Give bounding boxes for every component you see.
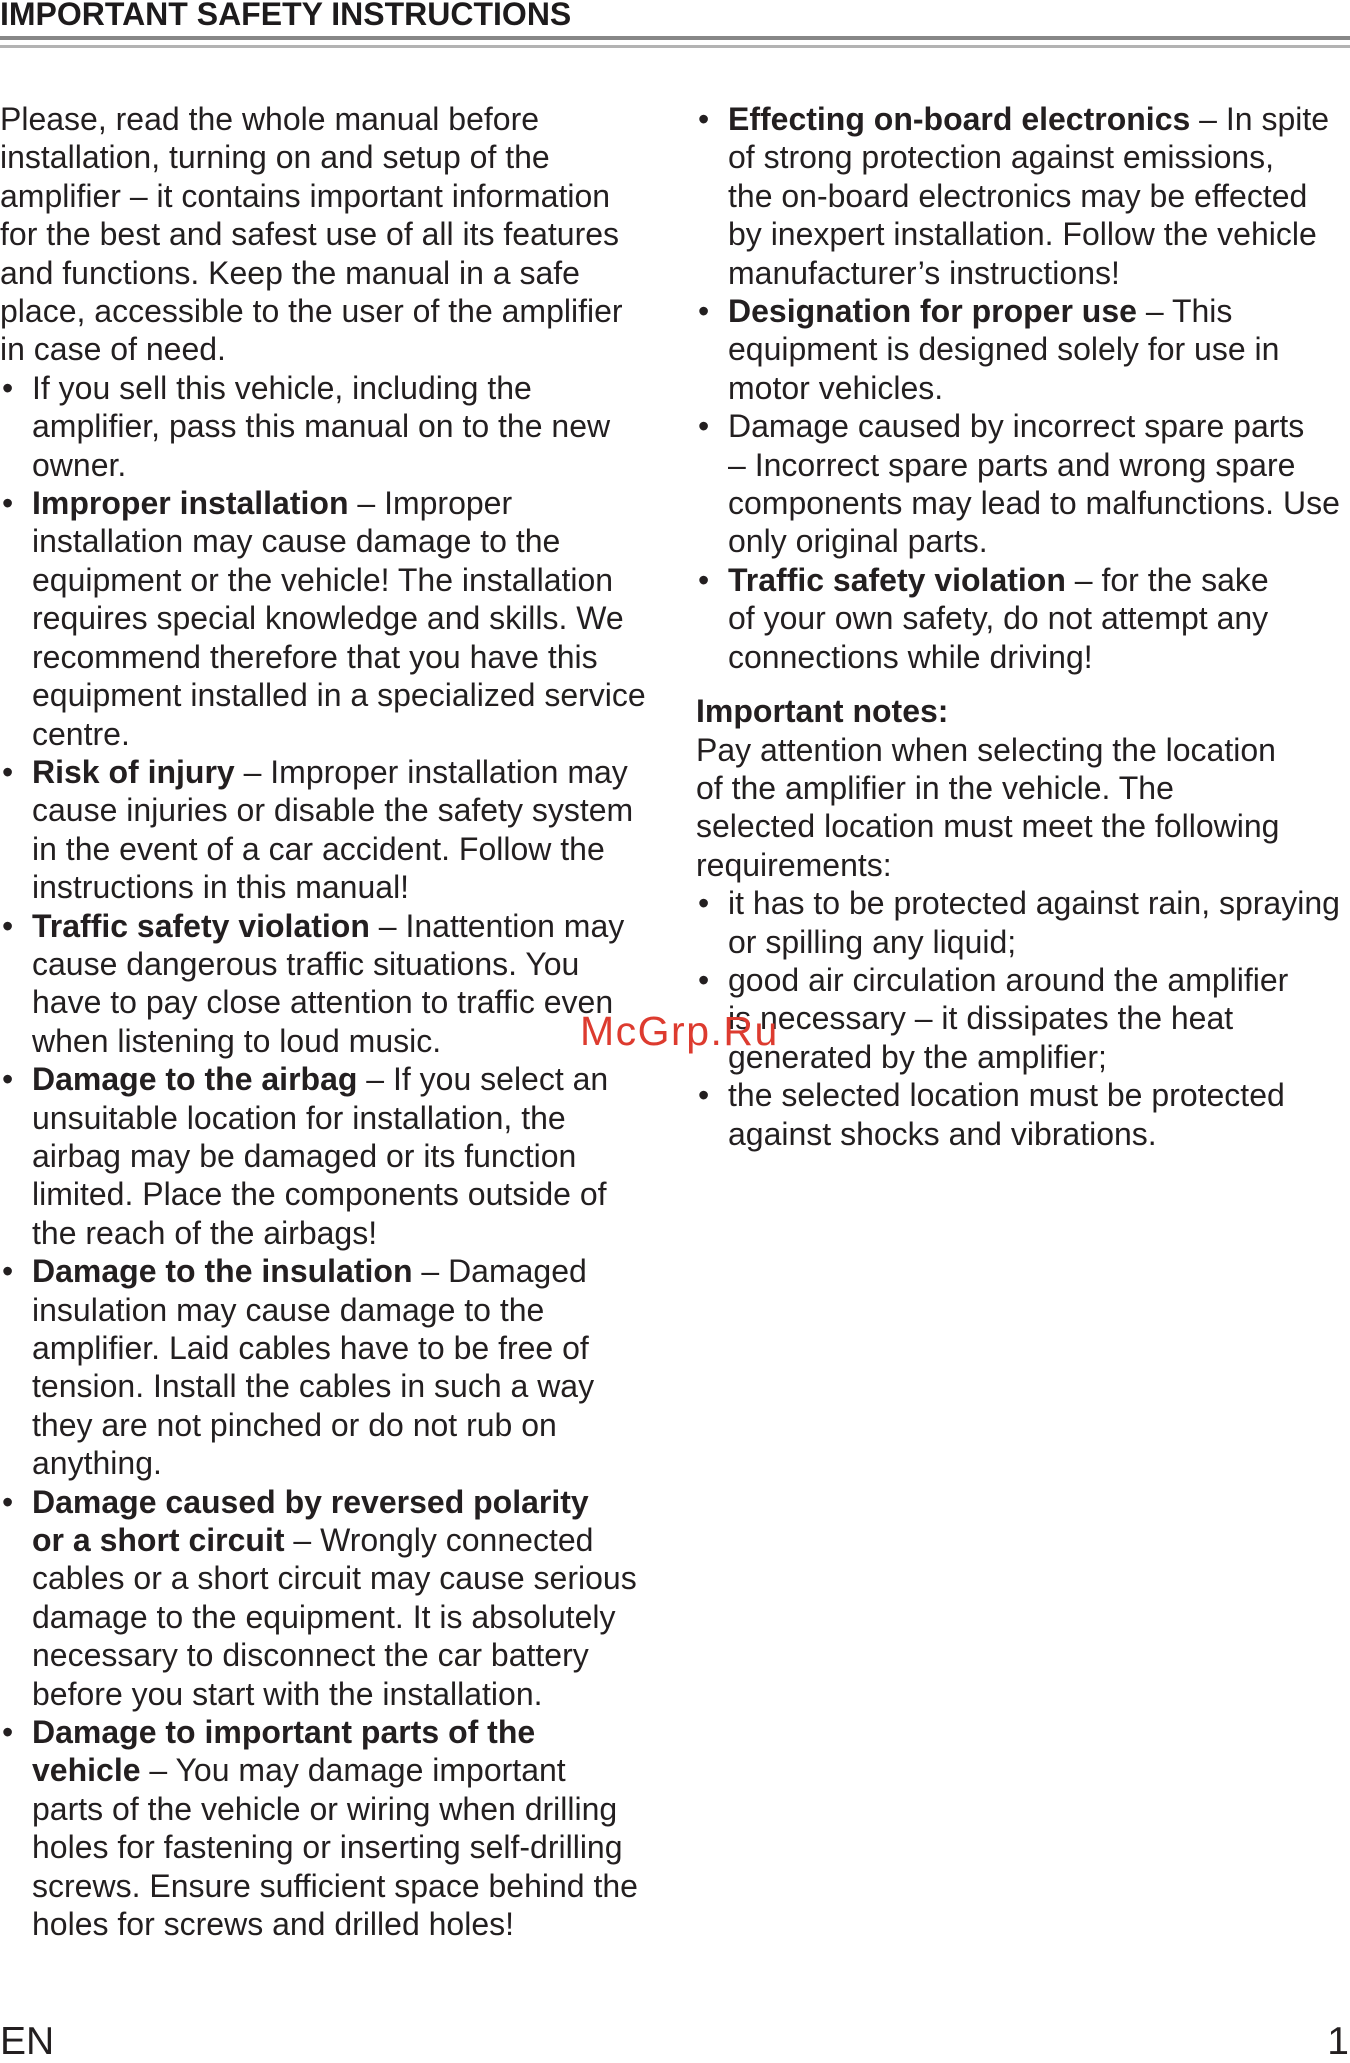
item-text: – Damaged insulation may cause damage to the amplifier. Laid cables have to be free of tension. Install the cables in such a way they are not pinched or do not rub on anything. [32,1253,595,1482]
item-text: – This equipment is designed solely for use in motor vehicles. [728,293,1280,406]
bullet-icon [698,1076,709,1114]
bullet-icon [2,484,13,522]
note-item-air-circulation [696,961,1350,1076]
note-item-rain-protection [696,884,1350,961]
item-text: If you sell this vehicle, including the amplifier, pass this manual on to the new owner. [32,369,611,483]
bullet-icon [698,961,709,999]
page-number: 1 [1327,2020,1349,2063]
note-item-shock-protection [696,1076,1350,1153]
bullet-icon [698,561,709,599]
item-text: it has to be protected against rain, spraying or spilling any liquid; [728,885,1340,960]
right-column [696,100,1350,1153]
header-rule-thin [0,45,1350,48]
item-title: Damage caused by reversed polarity or a short circuit [32,1483,589,1559]
bullet-icon [698,407,709,445]
item-text: – for the sake of your own safety, do not attempt any connections while driving! [728,561,1269,675]
page-title: IMPORTANT SAFETY INSTRUCTIONS [0,0,572,32]
notes-intro: Pay attention when selecting the location of the amplifier in the vehicle. The selected location must meet the following requirements: [696,731,1280,883]
item-text: the selected location must be protected against shocks and vibrations. [728,1077,1285,1152]
item-title: Traffic safety violation [728,561,1066,598]
item-text: Damage caused by incorrect spare parts – Incorrect spare parts and wrong spare components may lead to malfunctions. Use only original parts. [728,408,1340,560]
item-title: Improper installation [32,485,349,522]
item-title: Damage to important parts of the vehicle [32,1714,536,1789]
bullet-icon [2,1483,13,1521]
bullet-item-reversed-polarity [0,1483,690,1713]
language-code: EN [0,2020,55,2063]
bullet-item-insulation-damage [0,1252,690,1482]
bullet-item-selling-vehicle [0,369,690,484]
item-text: – Wrongly connected cables or a short circuit may cause serious damage to the equipment. It is absolutely necessary to disconnect the car battery before you start with the installation. [32,1522,637,1712]
notes-heading: Important notes: [696,693,949,730]
item-title: Traffic safety violation [32,907,370,944]
bullet-icon [2,1713,13,1751]
bullet-icon [2,369,13,407]
header-rule-thick [0,36,1350,40]
bullet-item-airbag-damage [0,1060,690,1252]
bullet-icon [2,1060,13,1098]
item-title: Designation for proper use [728,293,1137,330]
bullet-item-vehicle-parts-damage [0,1713,690,1943]
item-title: Risk of injury [32,753,235,790]
item-title: Effecting on-board electronics [728,101,1191,137]
bullet-item-traffic-safety-driving [696,561,1350,676]
bullet-icon [2,753,13,791]
bullet-icon [2,907,13,945]
item-text: – If you select an unsuitable location for installation, the airbag may be damaged or its function limited. Place the components outside of the reach of the airbags! [32,1061,609,1251]
bullet-icon [698,100,709,138]
item-text: – Improper installation may cause damage to the equipment or the vehicle! The installation requires special knowledge and skills. We recommend therefore that you have this equipment installed in a specialized service centre. [32,485,646,752]
item-text: – Improper installation may cause injuries or disable the safety system in the event of a car accident. Follow the instructions in this manual! [32,753,634,906]
item-text: – Inattention may cause dangerous traffic situations. You have to pay close attention to traffic even when listening to loud music. [32,907,625,1059]
bullet-icon [2,1252,13,1290]
bullet-item-risk-of-injury [0,753,690,907]
watermark: McGrp.Ru [580,1008,779,1054]
bullet-item-improper-installation [0,484,690,753]
item-text: good air circulation around the amplifier is necessary – it dissipates the heat generated by the amplifier; [728,961,1289,1075]
intro-paragraph: Please, read the whole manual before installation, turning on and setup of the amplifier – it contains important information for the best and safest use of all its features and functions. Keep the manual in a safe place, accessible to the user of the amplifier in case of need. [0,101,623,368]
item-title: Damage to the insulation [32,1253,413,1290]
bullet-item-proper-use [696,292,1350,407]
bullet-icon [698,292,709,330]
bullet-item-onboard-electronics [696,100,1350,292]
item-text: – In spite of strong protection against emissions, the on-board electronics may be effected by inexpert installation. Follow the vehicle manufacturer’s instructions! [728,101,1330,291]
item-title: Damage to the airbag [32,1061,358,1098]
bullet-icon [698,884,709,922]
bullet-item-incorrect-spare-parts [696,407,1350,561]
item-text: – You may damage important parts of the vehicle or wiring when drilling holes for fastening or inserting self-drilling screws. Ensure sufficient space behind the holes for screws and drilled holes! [32,1752,638,1943]
